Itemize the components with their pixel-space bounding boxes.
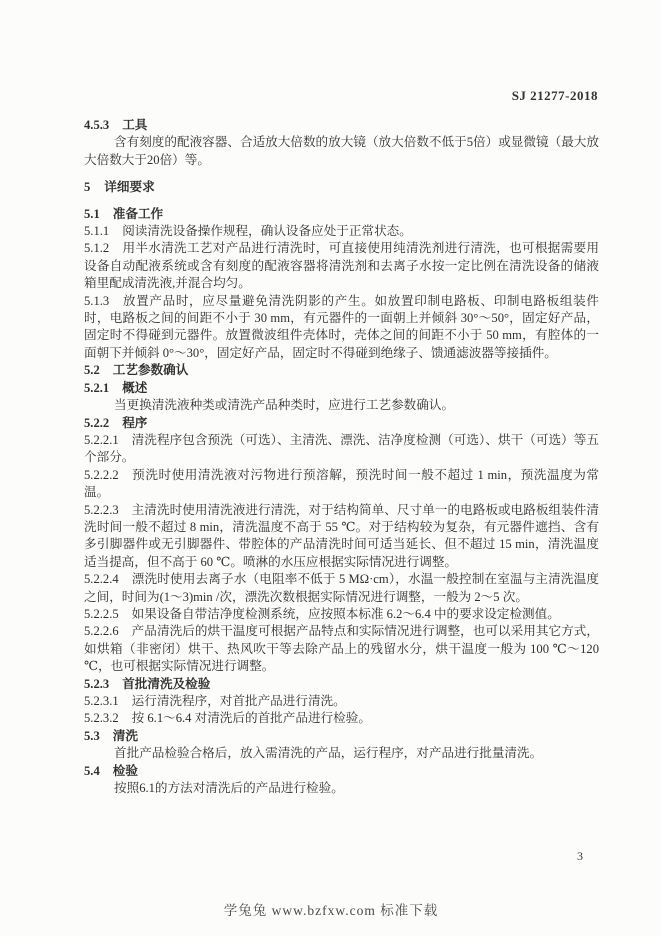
- clause-title: 准备工作: [112, 206, 164, 221]
- clause-number: 4.5.3: [84, 118, 110, 132]
- clause-number: 5.4: [84, 763, 100, 778]
- clause-paragraph-5.2.3.1: [84, 693, 599, 710]
- clause-number: 5.2.1: [84, 380, 110, 395]
- clause-number: 5.2.2.6: [84, 624, 119, 639]
- clause-number: 5.2.2.1: [84, 432, 119, 447]
- clause-text: 预洗时使用清洗液对污物进行预溶解，预洗时间一般不超过 1 min，预洗温度为常温。: [84, 467, 599, 500]
- clause-text: 漂洗时使用去离子水（电阻率不低于 5 MΩ·cm），水温一般控制在室温与主清洗温度之间，时间为(1～3)min /次，漂洗次数根据实际情况进行调整，一般为 2～5 次。: [84, 572, 599, 604]
- clause-paragraph-5.2.2.6: [84, 623, 599, 675]
- clause-text: 清洗程序包含预洗（可选）、主清洗、漂洗、洁净度检测（可选）、烘干（可选）等五个部分。: [84, 432, 599, 465]
- clause-heading-5.3: [84, 728, 599, 745]
- clause-text: 用半水清洗工艺对产品进行清洗时，可直接使用纯清洗剂进行清洗，也可根据需要用设备自动配液系统或含有刻度的配液容器将清洗剂和去离子水按一定比例在清洗设备的储液箱里配成清洗液,并混合均匀。: [84, 241, 599, 291]
- clause-heading-5.2.1: [84, 380, 599, 397]
- clause-number: 5.1.1: [84, 224, 110, 239]
- paragraph: 含有刻度的配液容器、合适放大倍数的放大镜（放大倍数不低于5倍）或显微镜（最大放大倍数大于20倍）等。: [84, 135, 599, 167]
- clause-paragraph-5.1.1: [84, 223, 599, 240]
- clause-title: 首批清洗及检验: [122, 676, 211, 691]
- clause-number: 5.3: [84, 728, 100, 743]
- clause-paragraph-5.2.3.2: [84, 710, 599, 727]
- section-heading-5: [84, 179, 599, 196]
- clause-title: 检验: [112, 763, 138, 778]
- clause-text: 主清洗时使用清洗液进行清洗，对于结构简单、尺寸单一的电路板或电路板组装件清洗时间一般不超过 8 min，清洗温度不高于 55 ℃。对于结构较为复杂，有元器件遮挡、含有多引脚器件或无引脚器件、带腔体的产品清洗时间可适当延长、但不超过 15 min，清洗温度适当提高，但不高于 60 ℃。喷淋的水压应根据实际情况进行调整。: [84, 502, 599, 569]
- watermark-footer: 学兔兔 www.bzfxw.com 标准下载: [223, 903, 439, 918]
- clause-title: 程序: [122, 415, 148, 430]
- clause-number: 5.2: [84, 363, 100, 378]
- clause-number: 5.2.2.4: [84, 572, 119, 587]
- clause-text: 产品清洗后的烘干温度可根据产品特点和实际情况进行调整，也可以采用其它方式，如烘箱（非密闭）烘干、热风吹干等去除产品上的残留水分，烘干温度一般为 100 ℃～120 ℃，也可根据实际情况进行调整。: [84, 624, 599, 674]
- clause-number: 5.2.2: [84, 415, 110, 430]
- clause-paragraph-5.1.3: [84, 293, 599, 363]
- document-body: [84, 117, 599, 797]
- clause-title: 详细要求: [104, 180, 155, 195]
- clause-paragraph-5.2.2.1: [84, 432, 599, 467]
- page-number: 3: [577, 849, 583, 863]
- clause-number: 5: [84, 180, 91, 195]
- clause-number: 5.2.2.3: [84, 502, 119, 517]
- clause-heading-5.2: [84, 362, 599, 379]
- clause-number: 5.1.3: [84, 293, 110, 308]
- clause-heading-4.5.3: [84, 117, 599, 134]
- clause-number: 5.1.2: [84, 241, 110, 256]
- paragraph: 当更换清洗液种类或清洗产品种类时，应进行工艺参数确认。: [114, 398, 455, 413]
- clause-paragraph-5.2.2.2: [84, 467, 599, 502]
- paragraph: 首批产品检验合格后，放入需清洗的产品，运行程序，对产品进行批量清洗。: [114, 746, 543, 761]
- clause-heading-5.2.3: [84, 676, 599, 693]
- clause-heading-5.4: [84, 763, 599, 780]
- clause-number: 5.1: [84, 206, 100, 221]
- clause-number: 5.2.2.2: [84, 467, 119, 482]
- clause-text: 按 6.1～6.4 对清洗后的首批产品进行检验。: [131, 711, 371, 726]
- clause-number: 5.2.3.2: [84, 711, 119, 726]
- clause-paragraph-5.1.2: [84, 240, 599, 292]
- clause-number: 5.2.3: [84, 676, 110, 691]
- clause-text: 阅读清洗设备操作规程，确认设备应处于正常状态。: [122, 224, 412, 239]
- clause-number: 5.2.3.1: [84, 694, 119, 708]
- clause-paragraph-5.2.2.3: [84, 502, 599, 572]
- clause-title: 工艺参数确认: [112, 363, 189, 378]
- clause-title: 概述: [122, 380, 148, 395]
- paragraph: 按照6.1的方法对清洗后的产品进行检验。: [114, 781, 344, 796]
- clause-heading-5.2.2: [84, 415, 599, 432]
- clause-text: 放置产品时，应尽量避免清洗阴影的产生。如放置印制电路板、印制电路板组装件时，电路板之间的间距不小于 30 mm，有元器件的一面朝上并倾斜 30°～50°，固定好产品，固定时不得碰到元器件。放置微波组件壳体时，壳体之间的间距不小于 50 mm，有腔体的一面朝下并倾斜 0°～30°，固定好产品，固定时不得碰到绝缘子、馈通滤波器等接插件。: [84, 293, 599, 360]
- clause-paragraph-5.2.2.5: [84, 606, 599, 623]
- standard-number: SJ 21277-2018: [511, 88, 598, 103]
- clause-title: 工具: [122, 118, 148, 132]
- clause-text: 如果设备自带洁净度检测系统，应按照本标准 6.2～6.4 中的要求设定检测值。: [131, 606, 560, 621]
- clause-heading-5.1: [84, 206, 599, 223]
- clause-paragraph-5.2.2.4: [84, 571, 599, 606]
- clause-text: 运行清洗程序，对首批产品进行清洗。: [131, 694, 346, 708]
- clause-title: 清洗: [112, 728, 138, 743]
- clause-number: 5.2.2.5: [84, 606, 119, 621]
